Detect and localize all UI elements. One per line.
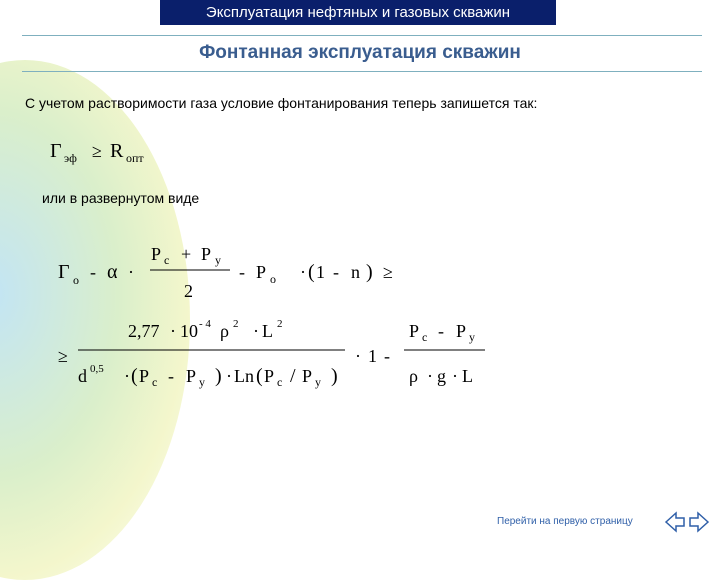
py-subscript: у (315, 375, 321, 389)
minus-sign: - (384, 346, 390, 366)
one-digit: 1 (368, 346, 377, 366)
ln-function: Ln (234, 366, 254, 386)
header-title: Эксплуатация нефтяных и газовых скважин (160, 0, 556, 25)
dot-operator: · (300, 262, 306, 282)
denominator-two: 2 (184, 281, 193, 301)
slash: / (290, 365, 296, 387)
L-exponent: 2 (277, 318, 283, 330)
dot-operator: · (226, 366, 232, 386)
dot-operator: · (427, 366, 433, 386)
slide-title: Фонтанная эксплуатация скважин (199, 42, 521, 63)
ten-number: 10 (180, 321, 198, 341)
gamma-o-symbol: Γ (58, 261, 70, 283)
py-subscript: у (469, 330, 475, 344)
go-to-first-page-link[interactable]: Перейти на первую страницу (497, 516, 633, 527)
n-symbol: n (351, 262, 360, 282)
po-subscript: о (270, 272, 276, 286)
pc-subscript: с (277, 375, 283, 389)
pc-subscript: с (152, 375, 158, 389)
minus-sign: - (239, 262, 245, 282)
gamma-o-subscript: о (73, 273, 79, 287)
intro-text: С учетом растворимости газа условие фонтанирования теперь запишется так: (25, 95, 538, 111)
py-subscript: у (215, 253, 221, 267)
r-subscript: опт (126, 151, 144, 165)
dot-operator: · (128, 262, 134, 282)
py-symbol: P (302, 366, 313, 386)
right-arrow-icon[interactable] (690, 513, 708, 531)
dot-operator: · (253, 321, 259, 341)
dot-operator: · (355, 346, 361, 366)
rho-symbol: ρ (409, 366, 418, 386)
pc-subscript: с (164, 253, 170, 267)
geq-symbol: ≥ (383, 262, 393, 282)
pc-symbol: P (409, 321, 420, 341)
coef-number: 2,77 (128, 321, 160, 341)
d-exponent: 0,5 (90, 363, 104, 375)
open-paren: ( (256, 365, 263, 387)
dot-operator: · (124, 366, 130, 386)
open-paren: ( (131, 365, 138, 387)
po-symbol: P (256, 262, 267, 282)
left-arrow-icon[interactable] (666, 513, 684, 531)
rho-symbol: ρ (220, 321, 229, 341)
pc-symbol: P (264, 366, 275, 386)
L-symbol: L (262, 321, 273, 341)
minus-sign: - (168, 366, 174, 386)
geq-symbol: ≥ (58, 346, 68, 366)
minus-sign: - (90, 262, 96, 282)
alpha-symbol: α (107, 261, 118, 283)
pc-subscript: с (422, 330, 428, 344)
pc-symbol: P (151, 244, 162, 264)
formula-expanded-line1 (58, 244, 393, 301)
rho-exponent: 2 (233, 318, 239, 330)
dot-operator: · (170, 321, 176, 341)
py-symbol: P (201, 244, 212, 264)
py-symbol: P (456, 321, 467, 341)
close-paren: ) (331, 365, 338, 387)
plus-sign: + (181, 244, 192, 264)
close-paren: ) (366, 261, 373, 283)
geq-symbol: ≥ (92, 141, 102, 161)
r-symbol: R (110, 140, 124, 162)
L-symbol: L (462, 366, 473, 386)
one-digit: 1 (316, 262, 325, 282)
py-symbol: P (186, 366, 197, 386)
formula-expanded-line2 (58, 318, 485, 389)
minus-sign: - (333, 262, 339, 282)
pc-symbol: P (139, 366, 150, 386)
dot-operator: · (452, 366, 458, 386)
formula-condition (50, 140, 144, 165)
d-symbol: d (78, 366, 87, 386)
open-paren: ( (308, 261, 315, 283)
g-symbol: g (437, 366, 446, 386)
gamma-subscript: эф (64, 151, 77, 165)
ten-exponent: - 4 (199, 318, 211, 330)
minus-sign: - (438, 321, 444, 341)
py-subscript: у (199, 375, 205, 389)
gamma-symbol: Γ (50, 140, 62, 162)
close-paren: ) (215, 365, 222, 387)
navigation-arrows (664, 510, 710, 534)
expanded-form-label: или в развернутом виде (42, 190, 200, 206)
